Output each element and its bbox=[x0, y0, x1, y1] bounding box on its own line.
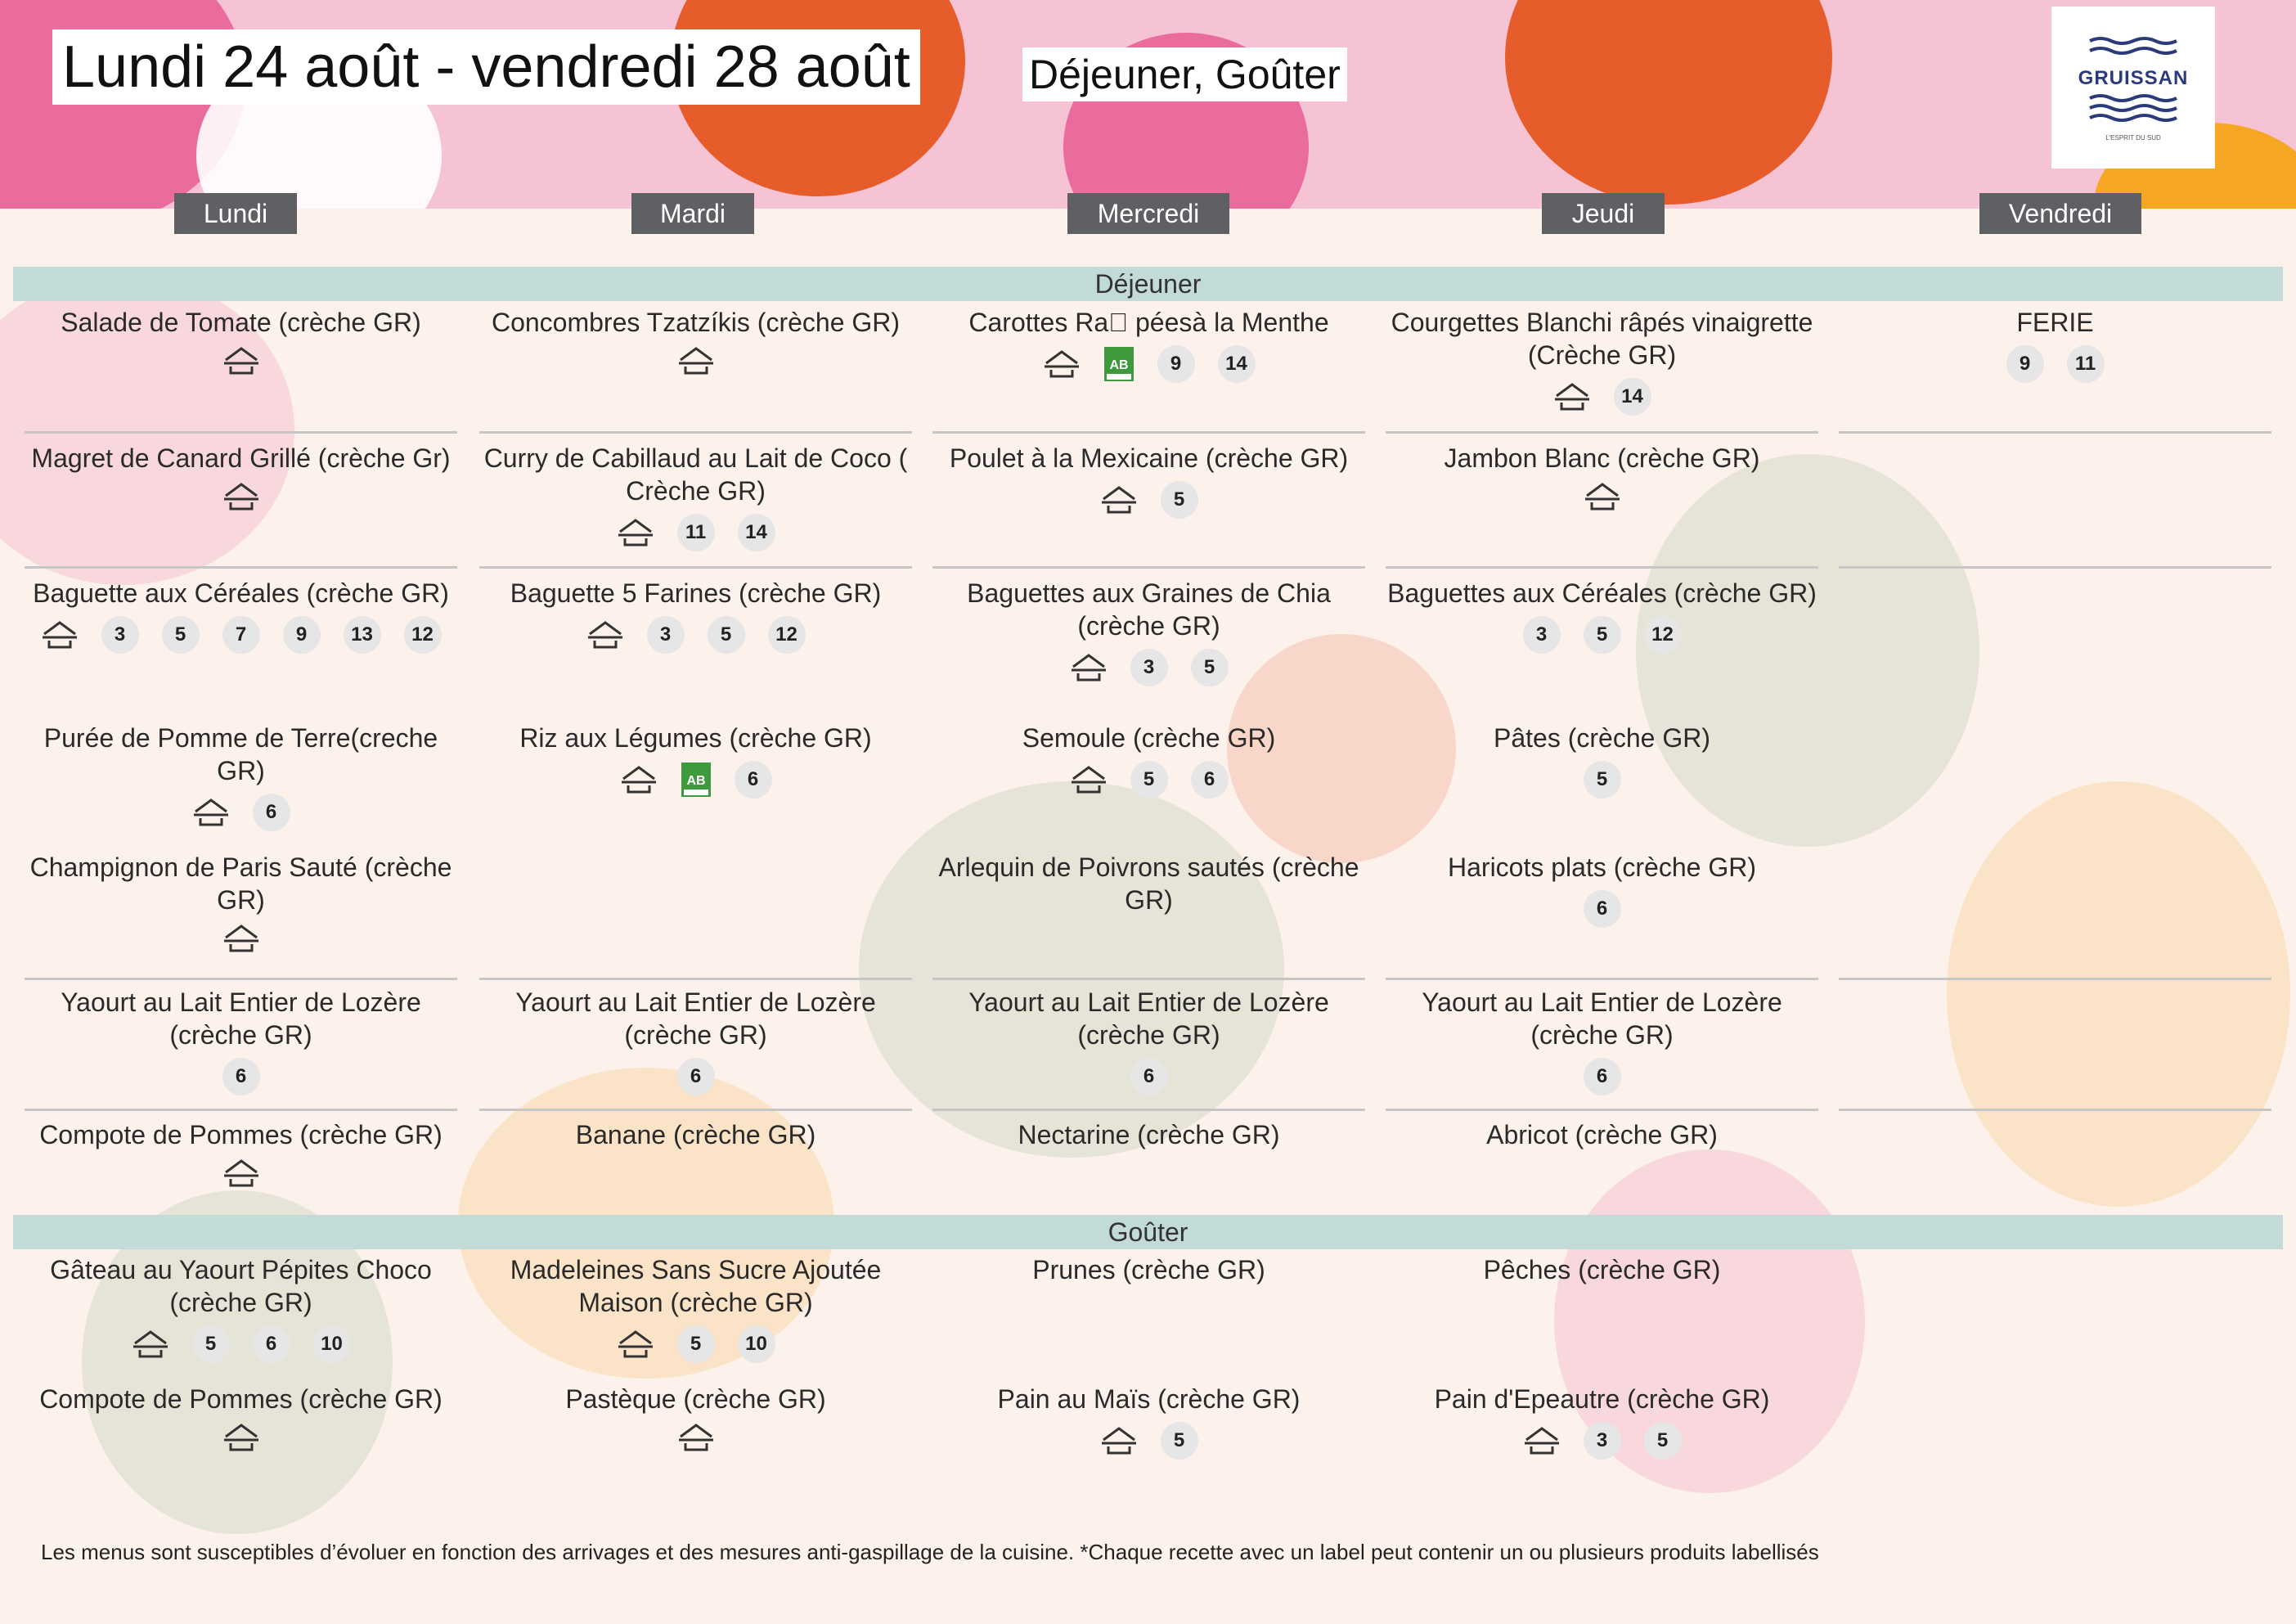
homemade-icon bbox=[1070, 652, 1108, 683]
dish-name: Champignon de Paris Sauté (crèche GR) bbox=[29, 852, 452, 915]
homemade-icon bbox=[677, 345, 715, 376]
day-label-jeudi: Jeudi bbox=[1542, 193, 1665, 234]
allergen-badge: 6 bbox=[253, 794, 290, 831]
row-separator bbox=[25, 431, 457, 434]
allergen-badge: 5 bbox=[1584, 616, 1621, 654]
allergen-badge: 11 bbox=[677, 514, 715, 551]
menu-item-lundi bbox=[18, 1253, 464, 1363]
menu-item-mercredi bbox=[926, 442, 1372, 519]
allergen-badge: 9 bbox=[283, 616, 321, 654]
allergen-badge: 5 bbox=[162, 616, 200, 654]
menu-item-vendredi bbox=[1832, 306, 2278, 383]
allergen-badge: 12 bbox=[1644, 616, 1682, 654]
dish-name: Pêches (crèche GR) bbox=[1483, 1255, 1721, 1284]
allergen-badge: 3 bbox=[647, 616, 685, 654]
allergen-badge: 12 bbox=[768, 616, 806, 654]
menu-item-mercredi bbox=[926, 306, 1372, 383]
allergen-badge: 9 bbox=[2006, 345, 2044, 383]
allergen-icons bbox=[18, 481, 464, 512]
row-separator bbox=[1386, 1109, 1818, 1111]
menu-item-mardi bbox=[473, 986, 919, 1095]
allergen-badge: 5 bbox=[1130, 761, 1168, 799]
allergen-icons bbox=[1379, 761, 1825, 799]
allergen-icons bbox=[473, 761, 919, 799]
svg-text:AB: AB bbox=[685, 774, 706, 788]
menu-item-lundi bbox=[18, 577, 464, 654]
organic-ab-icon bbox=[1103, 346, 1135, 382]
allergen-icons bbox=[18, 923, 464, 954]
homemade-icon bbox=[222, 1158, 260, 1189]
dish-name: Pain au Maïs (crèche GR) bbox=[997, 1384, 1301, 1414]
dish-name: Curry de Cabillaud au Lait de Coco ( Crèche GR) bbox=[483, 443, 908, 506]
allergen-icons bbox=[926, 345, 1372, 383]
allergen-badge: 12 bbox=[404, 616, 442, 654]
menu-item-mardi bbox=[473, 1383, 919, 1453]
row-separator bbox=[1839, 566, 2271, 569]
allergen-icons bbox=[473, 1422, 919, 1453]
dish-name: Abricot (crèche GR) bbox=[1486, 1120, 1718, 1149]
dish-name: Courgettes Blanchi râpés vinaigrette (Crèche GR) bbox=[1391, 308, 1813, 370]
logo-wordmark: GRUISSAN bbox=[2078, 66, 2189, 89]
allergen-badge: 6 bbox=[1130, 1058, 1168, 1095]
page-subtitle: Déjeuner, Goûter bbox=[1022, 47, 1347, 101]
allergen-icons bbox=[926, 1422, 1372, 1460]
homemade-icon bbox=[1100, 1425, 1138, 1456]
menu-item-jeudi bbox=[1379, 577, 1825, 654]
homemade-icon bbox=[1043, 349, 1081, 380]
allergen-icons bbox=[926, 481, 1372, 519]
allergen-badge: 10 bbox=[738, 1325, 775, 1363]
homemade-icon bbox=[1553, 381, 1591, 412]
allergen-badge: 5 bbox=[1644, 1422, 1682, 1460]
row-separator bbox=[479, 431, 912, 434]
dish-name: FERIE bbox=[2016, 308, 2094, 337]
menu-item-mercredi bbox=[926, 1118, 1372, 1151]
section-dejeuner: Déjeuner bbox=[13, 267, 2283, 301]
allergen-icons bbox=[1379, 1422, 1825, 1460]
dish-name: Magret de Canard Grillé (crèche Gr) bbox=[31, 443, 451, 473]
dish-name: Banane (crèche GR) bbox=[575, 1120, 816, 1149]
menu-item-jeudi bbox=[1379, 722, 1825, 799]
dish-name: Pastèque (crèche GR) bbox=[565, 1384, 826, 1414]
allergen-badge: 6 bbox=[677, 1058, 715, 1095]
allergen-icons bbox=[473, 345, 919, 376]
dish-name: Poulet à la Mexicaine (crèche GR) bbox=[949, 443, 1349, 473]
allergen-badge: 5 bbox=[708, 616, 745, 654]
allergen-icons bbox=[18, 616, 464, 654]
allergen-badge: 10 bbox=[313, 1325, 351, 1363]
allergen-icons bbox=[926, 761, 1372, 799]
allergen-icons bbox=[926, 649, 1372, 686]
row-separator bbox=[932, 1109, 1365, 1111]
dish-name: Pain d'Epeautre (crèche GR) bbox=[1434, 1384, 1770, 1414]
menu-item-mardi bbox=[473, 306, 919, 376]
allergen-badge: 5 bbox=[1584, 761, 1621, 799]
svg-text:AB: AB bbox=[1108, 358, 1129, 372]
allergen-badge: 5 bbox=[677, 1325, 715, 1363]
menu-item-lundi bbox=[18, 442, 464, 512]
allergen-badge: 6 bbox=[253, 1325, 290, 1363]
waves-icon bbox=[2088, 34, 2178, 67]
homemade-icon bbox=[586, 619, 624, 650]
menu-item-mercredi bbox=[926, 1253, 1372, 1286]
row-separator bbox=[1839, 1109, 2271, 1111]
allergen-icons bbox=[1379, 1058, 1825, 1095]
menu-item-mardi bbox=[473, 442, 919, 551]
menu-item-lundi bbox=[18, 306, 464, 376]
dish-name: Haricots plats (crèche GR) bbox=[1448, 852, 1756, 882]
allergen-icons bbox=[1379, 481, 1825, 512]
homemade-icon bbox=[677, 1422, 715, 1453]
dish-name: Semoule (crèche GR) bbox=[1022, 723, 1276, 753]
homemade-icon bbox=[192, 797, 230, 828]
dish-name: Madeleines Sans Sucre Ajoutée Maison (crèche GR) bbox=[510, 1255, 882, 1317]
menu-item-jeudi bbox=[1379, 442, 1825, 512]
dish-name: Pâtes (crèche GR) bbox=[1494, 723, 1710, 753]
row-separator bbox=[932, 566, 1365, 569]
homemade-icon bbox=[1070, 764, 1108, 795]
menu-item-mardi bbox=[473, 722, 919, 799]
allergen-icons bbox=[18, 1422, 464, 1453]
row-separator bbox=[1386, 431, 1818, 434]
orange-fruit-shape bbox=[1505, 0, 1832, 205]
row-separator bbox=[479, 978, 912, 980]
row-separator bbox=[1386, 566, 1818, 569]
homemade-icon bbox=[1584, 481, 1621, 512]
menu-item-mercredi bbox=[926, 986, 1372, 1095]
menu-item-lundi bbox=[18, 1383, 464, 1453]
dish-name: Nectarine (crèche GR) bbox=[1018, 1120, 1280, 1149]
menu-item-lundi bbox=[18, 722, 464, 831]
row-separator bbox=[1839, 978, 2271, 980]
allergen-badge: 3 bbox=[101, 616, 139, 654]
menu-item-mardi bbox=[473, 577, 919, 654]
allergen-badge: 14 bbox=[1218, 345, 1256, 383]
dish-name: Yaourt au Lait Entier de Lozère (crèche GR) bbox=[515, 987, 876, 1050]
allergen-badge: 11 bbox=[2067, 345, 2105, 383]
allergen-badge: 6 bbox=[222, 1058, 260, 1095]
homemade-icon bbox=[132, 1329, 169, 1360]
dish-name: Arlequin de Poivrons sautés (crèche GR) bbox=[938, 852, 1359, 915]
dish-name: Compote de Pommes (crèche GR) bbox=[39, 1384, 443, 1414]
dish-name: Yaourt au Lait Entier de Lozère (crèche GR) bbox=[1422, 987, 1782, 1050]
dish-name: Salade de Tomate (crèche GR) bbox=[61, 308, 421, 337]
dish-name: Prunes (crèche GR) bbox=[1032, 1255, 1265, 1284]
allergen-icons bbox=[473, 1058, 919, 1095]
day-label-mercredi: Mercredi bbox=[1067, 193, 1229, 234]
page-title: Lundi 24 août - vendredi 28 août bbox=[52, 29, 920, 105]
dish-name: Carottes Ra  péesà la Menthe bbox=[968, 308, 1329, 337]
gruissan-logo bbox=[2051, 7, 2215, 169]
homemade-icon bbox=[222, 1422, 260, 1453]
menu-item-jeudi bbox=[1379, 1253, 1825, 1286]
homemade-icon bbox=[1100, 484, 1138, 515]
allergen-icons bbox=[1379, 616, 1825, 654]
allergen-icons bbox=[473, 1325, 919, 1363]
dish-name: Baguette 5 Farines (crèche GR) bbox=[510, 578, 882, 608]
menu-item-jeudi bbox=[1379, 306, 1825, 416]
dish-name: Gâteau au Yaourt Pépites Choco (crèche GR) bbox=[50, 1255, 432, 1317]
day-label-vendredi: Vendredi bbox=[1979, 193, 2141, 234]
allergen-icons bbox=[1379, 890, 1825, 928]
row-separator bbox=[932, 431, 1365, 434]
row-separator bbox=[25, 566, 457, 569]
allergen-icons bbox=[18, 345, 464, 376]
homemade-icon bbox=[617, 1329, 654, 1360]
row-separator bbox=[25, 1109, 457, 1111]
waves-bottom-icon bbox=[2088, 90, 2178, 131]
allergen-badge: 9 bbox=[1157, 345, 1195, 383]
allergen-badge: 14 bbox=[738, 514, 775, 551]
allergen-badge: 5 bbox=[1161, 481, 1198, 519]
row-separator bbox=[479, 566, 912, 569]
allergen-icons bbox=[473, 514, 919, 551]
homemade-icon bbox=[617, 517, 654, 548]
dish-name: Jambon Blanc (crèche GR) bbox=[1444, 443, 1760, 473]
allergen-icons bbox=[1832, 345, 2278, 383]
menu-item-mercredi bbox=[926, 577, 1372, 686]
day-label-lundi: Lundi bbox=[174, 193, 297, 234]
menu-item-jeudi bbox=[1379, 1383, 1825, 1460]
row-separator bbox=[1386, 978, 1818, 980]
menu-item-mardi bbox=[473, 1253, 919, 1363]
footnote: Les menus sont susceptibles d’évoluer en fonction des arrivages et des mesures anti-gaspillage de la cuisine. *Chaque recette avec un label peut contenir un ou plusieurs produits labellisés bbox=[41, 1540, 1819, 1564]
allergen-badge: 5 bbox=[192, 1325, 230, 1363]
homemade-icon bbox=[620, 764, 658, 795]
allergen-icons bbox=[18, 1058, 464, 1095]
dish-name: Baguettes aux Céréales (crèche GR) bbox=[1387, 578, 1817, 608]
allergen-badge: 5 bbox=[1191, 649, 1229, 686]
dish-name: Riz aux Légumes (crèche GR) bbox=[519, 723, 872, 753]
menu-item-lundi bbox=[18, 1118, 464, 1189]
homemade-icon bbox=[222, 923, 260, 954]
allergen-badge: 3 bbox=[1130, 649, 1168, 686]
allergen-icons bbox=[18, 794, 464, 831]
menu-item-mercredi bbox=[926, 1383, 1372, 1460]
menu-item-jeudi bbox=[1379, 851, 1825, 928]
allergen-badge: 14 bbox=[1614, 378, 1651, 416]
homemade-icon bbox=[222, 481, 260, 512]
dish-name: Yaourt au Lait Entier de Lozère (crèche GR) bbox=[61, 987, 421, 1050]
dish-name: Purée de Pomme de Terre(creche GR) bbox=[43, 723, 438, 785]
row-separator bbox=[479, 1109, 912, 1111]
section-gouter: Goûter bbox=[13, 1215, 2283, 1249]
allergen-badge: 6 bbox=[735, 761, 772, 799]
menu-item-lundi bbox=[18, 851, 464, 954]
organic-ab-icon bbox=[681, 762, 712, 798]
row-separator bbox=[932, 978, 1365, 980]
allergen-badge: 6 bbox=[1191, 761, 1229, 799]
allergen-badge: 7 bbox=[222, 616, 260, 654]
dish-name: Yaourt au Lait Entier de Lozère (crèche GR) bbox=[968, 987, 1329, 1050]
menu-item-jeudi bbox=[1379, 986, 1825, 1095]
allergen-badge: 13 bbox=[344, 616, 381, 654]
menu-item-mercredi bbox=[926, 851, 1372, 916]
row-separator bbox=[1839, 431, 2271, 434]
menu-item-jeudi bbox=[1379, 1118, 1825, 1151]
allergen-badge: 5 bbox=[1161, 1422, 1198, 1460]
allergen-badge: 3 bbox=[1523, 616, 1561, 654]
dish-name: Compote de Pommes (crèche GR) bbox=[39, 1120, 443, 1149]
menu-item-mercredi bbox=[926, 722, 1372, 799]
homemade-icon bbox=[1523, 1425, 1561, 1456]
dish-name: Baguette aux Céréales (crèche GR) bbox=[33, 578, 449, 608]
allergen-badge: 6 bbox=[1584, 890, 1621, 928]
homemade-icon bbox=[41, 619, 79, 650]
allergen-badge: 6 bbox=[1584, 1058, 1621, 1095]
allergen-icons bbox=[926, 1058, 1372, 1095]
menu-item-mardi bbox=[473, 1118, 919, 1151]
allergen-icons bbox=[1379, 378, 1825, 416]
day-label-mardi: Mardi bbox=[631, 193, 754, 234]
allergen-icons bbox=[473, 616, 919, 654]
menu-item-lundi bbox=[18, 986, 464, 1095]
logo-tagline: L'ESPRIT DU SUD bbox=[2105, 133, 2161, 142]
allergen-icons bbox=[18, 1325, 464, 1363]
dish-name: Concombres Tzatzíkis (crèche GR) bbox=[491, 308, 901, 337]
homemade-icon bbox=[222, 345, 260, 376]
dish-name: Baguettes aux Graines de Chia (crèche GR) bbox=[967, 578, 1331, 641]
row-separator bbox=[25, 978, 457, 980]
allergen-icons bbox=[18, 1158, 464, 1189]
allergen-badge: 3 bbox=[1584, 1422, 1621, 1460]
